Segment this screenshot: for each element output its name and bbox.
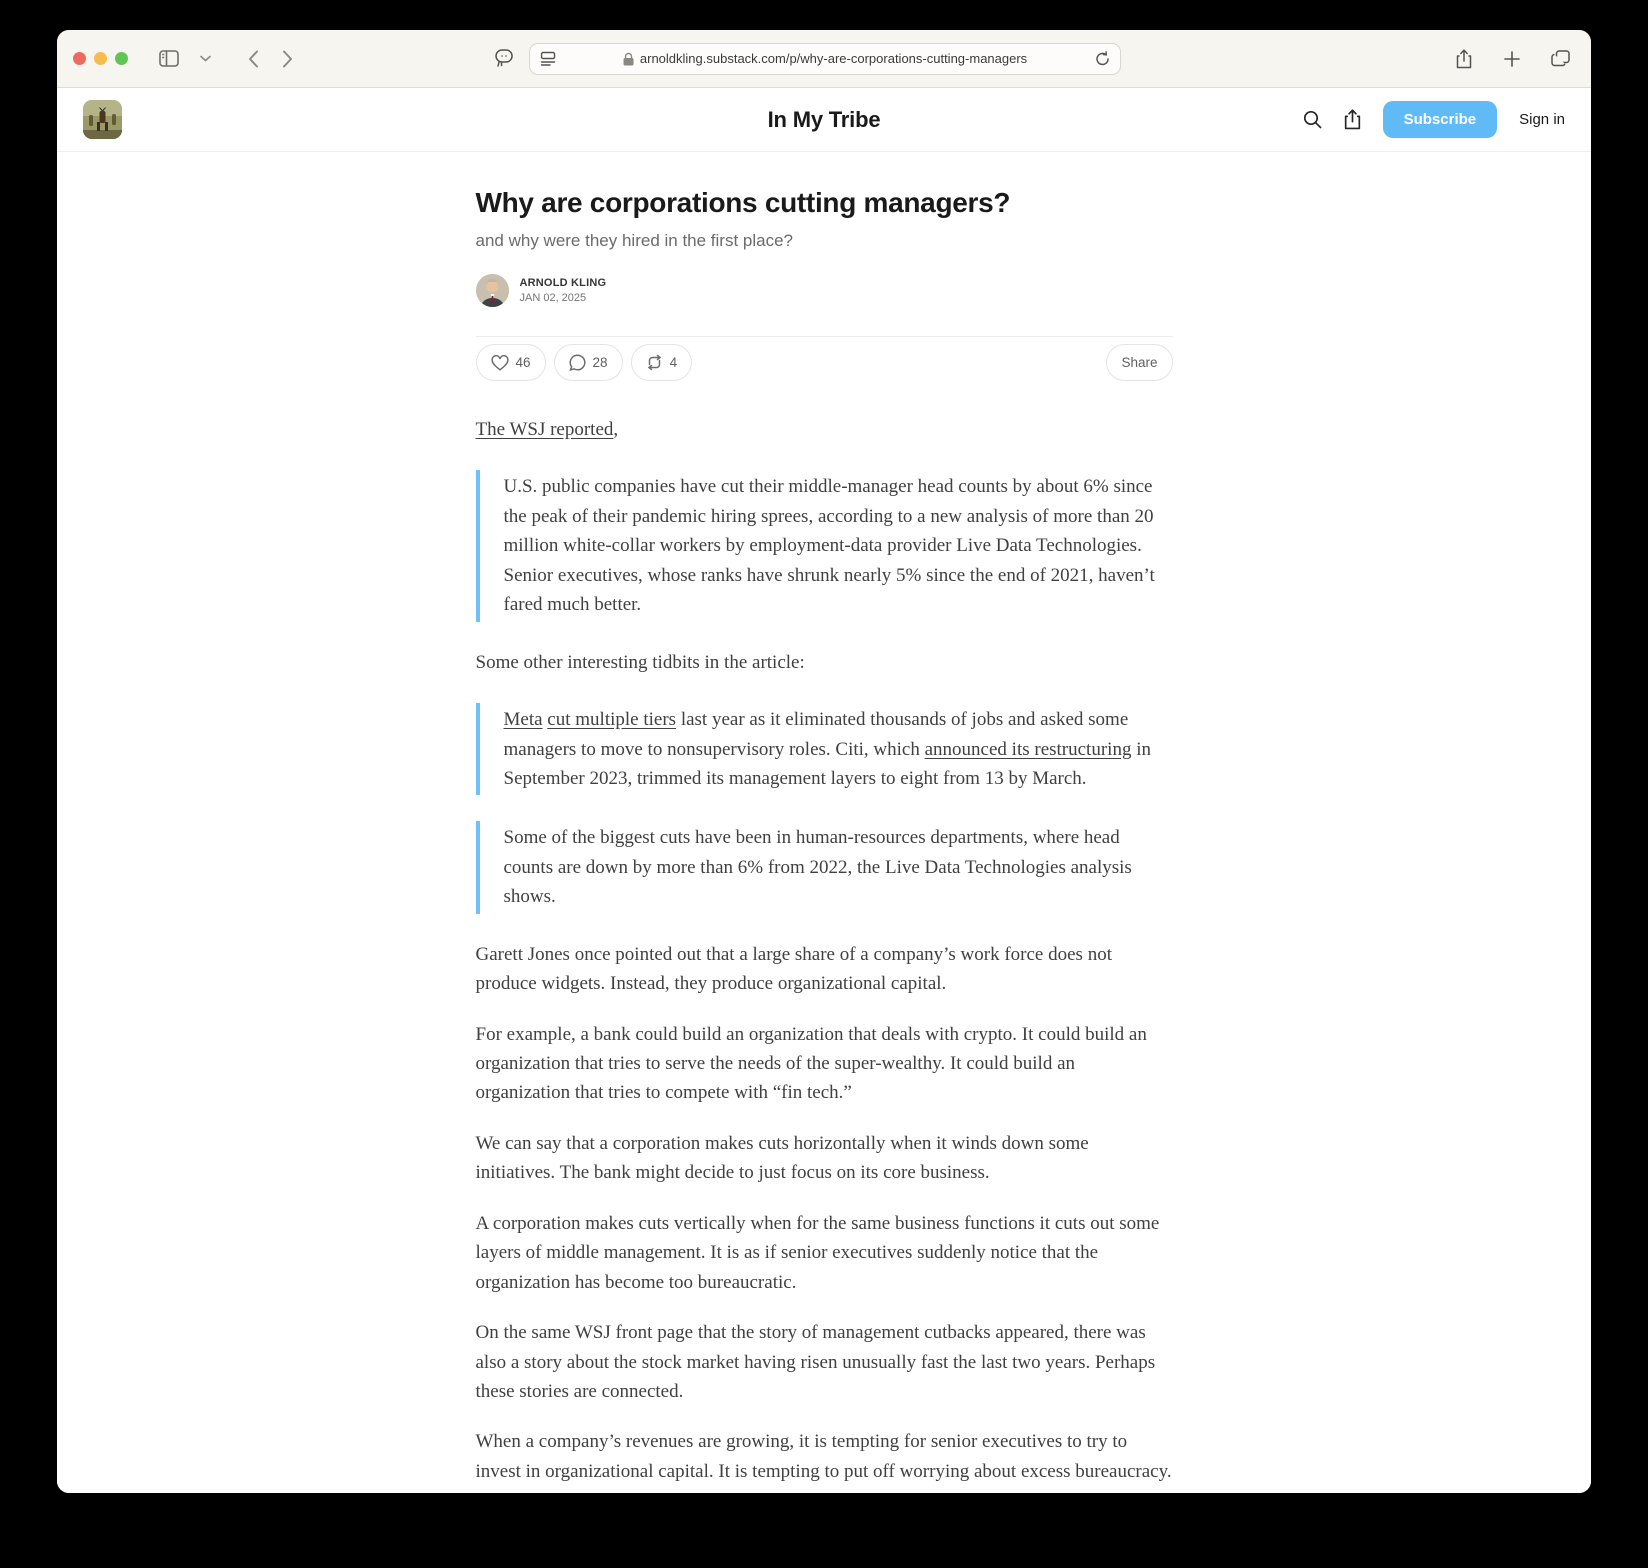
site-header	[57, 88, 1591, 152]
url-text: arnoldkling.substack.com/p/why-are-corporations-cutting-managers	[639, 51, 1028, 66]
subscribe-button[interactable]: Subscribe	[1383, 101, 1498, 138]
share-post-icon[interactable]	[1344, 109, 1361, 130]
author-avatar[interactable]	[476, 274, 509, 307]
forward-icon[interactable]	[272, 44, 302, 74]
post-date: JAN 02, 2025	[519, 292, 587, 304]
body-paragraph: A corporation makes cuts vertically when for the same business functions it cuts out some layers of middle management. It is as if senior executives suddenly notice that the organization has become too bureaucratic.	[475, 1212, 1160, 1293]
citi-restructuring-link[interactable]: announced its restructuring	[924, 738, 1132, 760]
comment-count: 28	[592, 355, 608, 370]
zoom-window-button[interactable]	[115, 52, 128, 65]
body-paragraph: We can say that a corporation makes cuts horizontally when it winds down some initiatives. The bank might decide to just focus on its core business.	[475, 1132, 1089, 1184]
body-paragraph: When a company’s revenues are growing, it is tempting for senior executives to try to invest in organizational capital. It is tempting to put off worrying about excess bureaucracy.	[475, 1431, 1172, 1482]
like-count: 46	[515, 355, 531, 370]
publication-title: In My Tribe	[767, 106, 881, 132]
sign-in-link[interactable]: Sign in	[1519, 111, 1565, 128]
blockquote-wsj-3: Some of the biggest cuts have been in human-resources departments, where head counts are down by more than 6% from 2022, the Live Data Technologies analysis shows.	[476, 821, 1173, 913]
comment-icon	[569, 354, 586, 371]
restack-icon	[646, 354, 663, 371]
publication-logo[interactable]	[83, 100, 122, 139]
blockquote-wsj-1: U.S. public companies have cut their middle-manager head counts by about 6% since the peak of their pandemic hiring sprees, according to a new analysis of more than 20 million white-collar workers by employment-data provider Live Data Technologies. Senior executives, whose ranks have shrunk nearly 5% since the end of 2021, haven’t fared much better.	[476, 470, 1173, 621]
post-title: Why are corporations cutting managers?	[475, 187, 1011, 218]
byline	[476, 274, 1173, 307]
address-bar[interactable]	[529, 43, 1121, 75]
page-content[interactable]	[57, 152, 1591, 1493]
extension-icon[interactable]	[489, 44, 519, 74]
lock-icon	[623, 52, 634, 66]
sidebar-icon[interactable]	[154, 44, 184, 74]
search-icon[interactable]	[1303, 110, 1322, 129]
minimize-window-button[interactable]	[94, 52, 107, 65]
body-paragraph: On the same WSJ front page that the story of management cutbacks appeared, there was also a story about the stock market having risen unusually fast the last two years. Perhaps these stories are connected.	[475, 1322, 1156, 1402]
share-label: Share	[1121, 355, 1158, 370]
chevron-down-icon[interactable]	[190, 44, 220, 74]
body-paragraph: For example, a bank could build an organization that deals with crypto. It could build an organization that tries to serve the needs of the super-wealthy. It could build an organization that tries to compete with “fin tech.”	[475, 1023, 1147, 1104]
meta-link[interactable]: Meta	[503, 709, 543, 731]
engagement-bar	[476, 336, 1173, 381]
reload-icon[interactable]	[1095, 51, 1110, 67]
back-icon[interactable]	[238, 44, 268, 74]
post-subtitle: and why were they hired in the first place?	[475, 231, 794, 250]
close-window-button[interactable]	[73, 52, 86, 65]
article-body	[476, 415, 1173, 1486]
share-post-button[interactable]	[1106, 344, 1172, 381]
restack-button[interactable]	[631, 344, 693, 381]
browser-toolbar	[57, 30, 1591, 88]
restack-count: 4	[669, 355, 678, 370]
share-icon[interactable]	[1449, 44, 1479, 74]
comment-button[interactable]	[554, 344, 623, 381]
blockquote-wsj-2: Meta cut multiple tiers last year as it eliminated thousands of jobs and asked some managers to move to nonsupervisory roles. Citi, which announced its restructuring in September 2023, trimmed its management layers to eight from 13 by March.	[476, 703, 1173, 795]
new-tab-icon[interactable]	[1497, 44, 1527, 74]
tidbits-paragraph: Some other interesting tidbits in the article:	[475, 651, 805, 673]
wsj-link[interactable]: The WSJ reported	[475, 419, 614, 440]
traffic-lights	[73, 52, 128, 65]
like-button[interactable]	[476, 344, 546, 381]
intro-paragraph: The WSJ reported,	[475, 419, 619, 440]
body-paragraph: Garett Jones once pointed out that a large share of a company’s work force does not produce widgets. Instead, they produce organizational capital.	[475, 943, 1112, 995]
tabs-icon[interactable]	[1545, 44, 1575, 74]
tiers-link[interactable]: cut multiple tiers	[547, 709, 677, 731]
author-name[interactable]: ARNOLD KLING	[519, 277, 607, 289]
heart-icon	[491, 355, 509, 371]
browser-window	[57, 30, 1591, 1493]
